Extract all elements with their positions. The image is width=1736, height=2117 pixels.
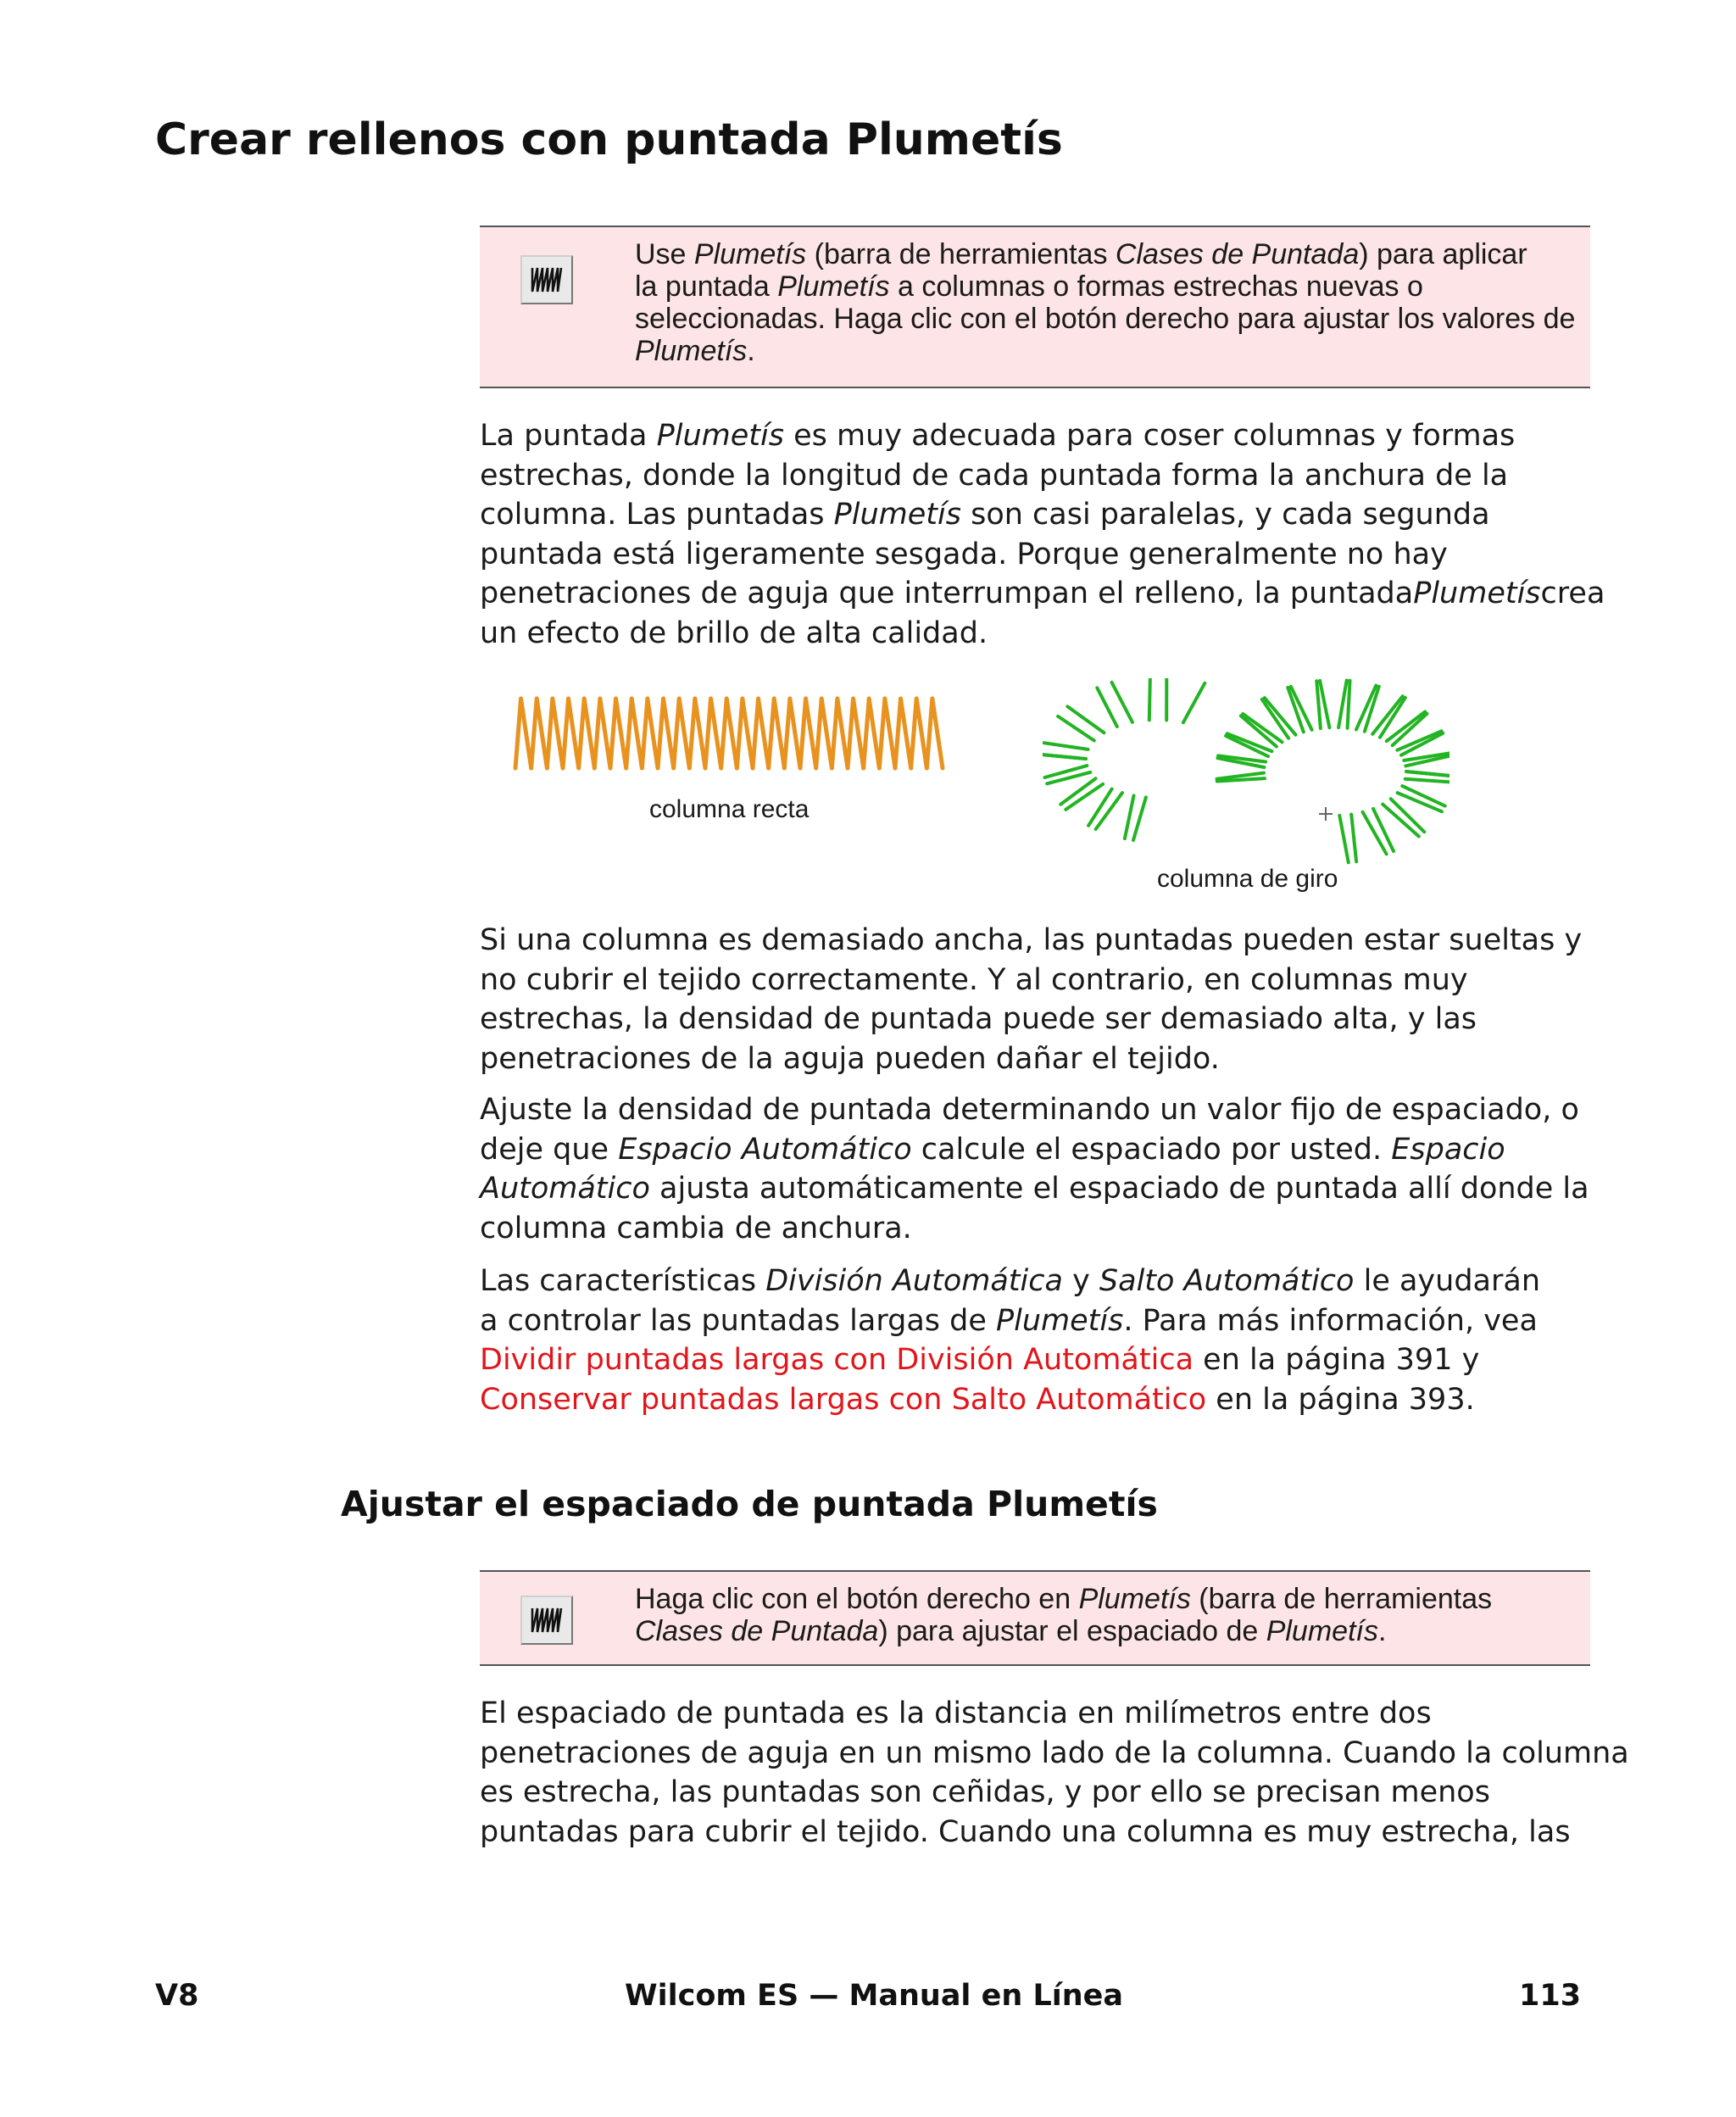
stitch xyxy=(658,699,664,768)
stitch xyxy=(1133,797,1146,840)
page-title: Crear rellenos con puntada Plumetís xyxy=(155,114,1063,165)
text-line: deje que Espacio Automático calcule el espaciado por usted. Espacio xyxy=(480,1132,1505,1167)
stitch xyxy=(1097,688,1117,727)
stitch xyxy=(1112,682,1132,722)
text-line: Las características División Automática y Salto Automático le ayudarán xyxy=(480,1264,1541,1298)
stitch xyxy=(553,699,563,768)
stitch xyxy=(600,699,610,768)
text-line: El espaciado de puntada es la distancia en milímetros entre dos xyxy=(480,1696,1432,1730)
text-line: penetraciones de aguja en un mismo lado de la columna. Cuando la columna xyxy=(480,1735,1629,1770)
stitch xyxy=(895,699,901,768)
stitch xyxy=(932,699,943,768)
stitch xyxy=(695,699,705,768)
stitch xyxy=(1338,681,1347,728)
stitch xyxy=(689,699,695,768)
stitch xyxy=(594,699,600,768)
text-line: columna. Las puntadas Plumetís son casi paralelas, y cada segunda xyxy=(480,498,1490,532)
stitch xyxy=(885,699,895,768)
stitch xyxy=(1088,789,1112,826)
text-line: estrechas, donde la longitud de cada puntada forma la anchura de la xyxy=(480,458,1509,493)
stitch xyxy=(926,699,932,768)
stitch xyxy=(1125,796,1134,839)
auto-split-link[interactable]: Dividir puntadas largas con División Automática xyxy=(480,1343,1194,1377)
stitch xyxy=(537,699,547,768)
turning-column-stitches xyxy=(1043,678,1449,862)
stitch xyxy=(901,699,911,768)
footer-title: Wilcom ES — Manual en Línea xyxy=(625,1979,1124,2013)
text-line: penetraciones de la aguja pueden dañar el tejido. xyxy=(480,1041,1220,1076)
stitch xyxy=(515,699,521,768)
stitch xyxy=(790,699,800,768)
stitch xyxy=(547,699,553,768)
stitch xyxy=(726,699,737,768)
stitch xyxy=(1351,815,1356,862)
stitch xyxy=(832,699,837,768)
stitch xyxy=(837,699,848,768)
stitch xyxy=(800,699,806,768)
stitch xyxy=(610,699,616,768)
stitch xyxy=(705,699,711,768)
section-title: Ajustar el espaciado de puntada Plumetís xyxy=(341,1484,1158,1524)
stitch xyxy=(616,699,626,768)
stitch xyxy=(879,699,885,768)
turning-column-illustration xyxy=(1043,678,1449,865)
footer-page-number: 113 xyxy=(1519,1979,1582,2013)
stitch xyxy=(648,699,658,768)
text-line: Conservar puntadas largas con Salto Automático en la página 393. xyxy=(480,1382,1475,1417)
text-line: es estrecha, las puntadas son ceñidas, y por ello se precisan menos xyxy=(480,1775,1490,1809)
stitch xyxy=(1405,779,1449,783)
text-line: La puntada Plumetís es muy adecuada para coser columnas y formas xyxy=(480,419,1516,453)
stitch xyxy=(753,699,759,768)
stitch xyxy=(1067,706,1104,733)
stitch xyxy=(642,699,648,768)
text-line: a controlar las puntadas largas de Plumetís. Para más información, vea xyxy=(480,1303,1538,1338)
text-line: penetraciones de aguja que interrumpan el relleno, la puntadaPlumetíscrea xyxy=(480,577,1605,610)
stitch xyxy=(784,699,790,768)
stitch xyxy=(1044,743,1088,749)
stitch xyxy=(626,699,632,768)
density-paragraph xyxy=(480,1090,1594,1248)
stitch xyxy=(632,699,642,768)
text-line: columna cambia de anchura. xyxy=(480,1211,912,1245)
stitch xyxy=(1043,755,1086,759)
text-line: Dividir puntadas largas con División Automática en la página 391 y xyxy=(480,1343,1480,1377)
text-line: Ajuste la densidad de puntada determinando un valor fijo de espaciado, o xyxy=(480,1093,1579,1127)
tip-line: Use Plumetís (barra de herramientas Clases de Puntada) para aplicar xyxy=(635,238,1527,270)
straight-column-caption: columna recta xyxy=(649,795,810,823)
tip-text xyxy=(635,238,1576,367)
stitch xyxy=(821,699,832,768)
stitch xyxy=(664,699,674,768)
stitch xyxy=(1373,809,1394,851)
text-line: estrechas, la densidad de puntada puede ser demasiado alta, y las xyxy=(480,1002,1477,1036)
stitch xyxy=(1348,681,1350,728)
stitch xyxy=(579,699,585,768)
tip-text xyxy=(635,1583,1573,1647)
satin-stitch-button[interactable] xyxy=(520,255,573,304)
stitch xyxy=(816,699,822,768)
footer-version: V8 xyxy=(155,1979,199,2013)
stitch xyxy=(1149,678,1150,720)
stitch xyxy=(759,699,769,768)
spacing-paragraph xyxy=(480,1694,1629,1852)
auto-split-paragraph xyxy=(480,1262,1594,1419)
stitch xyxy=(774,699,784,768)
stitch xyxy=(531,699,537,768)
wide-column-paragraph xyxy=(480,921,1594,1078)
auto-jump-link[interactable]: Conservar puntadas largas con Salto Automático xyxy=(480,1382,1207,1417)
text-line: no cubrir el tejido correctamente. Y al contrario, en columnas muy xyxy=(480,962,1468,997)
stitch xyxy=(679,699,689,768)
tip-box-spacing xyxy=(480,1570,1590,1666)
stitch xyxy=(521,699,531,768)
stitch xyxy=(1265,698,1296,735)
stitch xyxy=(911,699,917,768)
text-line: un efecto de brillo de alta calidad. xyxy=(480,616,988,650)
intro-paragraph xyxy=(480,416,1605,653)
straight-column-stitches xyxy=(515,699,943,768)
stitch xyxy=(864,699,870,768)
straight-column-illustration xyxy=(509,687,954,780)
stitch xyxy=(721,699,727,768)
turning-column-caption: columna de giro xyxy=(1157,865,1338,893)
tip-line: Clases de Puntada) para ajustar el espaciado de Plumetís. xyxy=(635,1615,1387,1647)
stitch xyxy=(737,699,743,768)
end-marker xyxy=(1319,807,1333,821)
tip-line: Plumetís. xyxy=(635,335,755,367)
stitch xyxy=(1363,812,1387,854)
tip-box-satin xyxy=(480,226,1590,388)
stitch xyxy=(1183,683,1205,722)
stitch xyxy=(869,699,879,768)
text-line: puntada está ligeramente sesgada. Porque generalmente no hay xyxy=(480,537,1448,571)
satin-stitch-icon xyxy=(530,1605,564,1635)
tip-line: la puntada Plumetís a columnas o formas estrechas nuevas o xyxy=(635,270,1423,303)
stitch xyxy=(563,699,569,768)
stitch xyxy=(916,699,926,768)
tip-line: Haga clic con el botón derecho en Plumetís (barra de herramientas xyxy=(635,1583,1493,1615)
tip-line: seleccionadas. Haga clic con el botón derecho para ajustar los valores de xyxy=(635,303,1576,335)
text-line: Automático ajusta automáticamente el espaciado de puntada allí donde la xyxy=(480,1172,1589,1206)
stitch xyxy=(743,699,753,768)
stitch xyxy=(674,699,680,768)
stitch xyxy=(854,699,864,768)
stitch xyxy=(1406,772,1449,776)
stitch xyxy=(584,699,594,768)
stitch xyxy=(569,699,579,768)
stitch xyxy=(769,699,775,768)
stitch xyxy=(1339,816,1349,862)
stitch xyxy=(711,699,721,768)
satin-stitch-icon xyxy=(530,265,564,295)
text-line: Si una columna es demasiado ancha, las puntadas pueden estar sueltas y xyxy=(480,923,1583,957)
satin-stitch-button[interactable] xyxy=(520,1596,573,1645)
stitch xyxy=(848,699,854,768)
stitch xyxy=(806,699,816,768)
text-line: puntadas para cubrir el tejido. Cuando una columna es muy estrecha, las xyxy=(480,1814,1571,1849)
